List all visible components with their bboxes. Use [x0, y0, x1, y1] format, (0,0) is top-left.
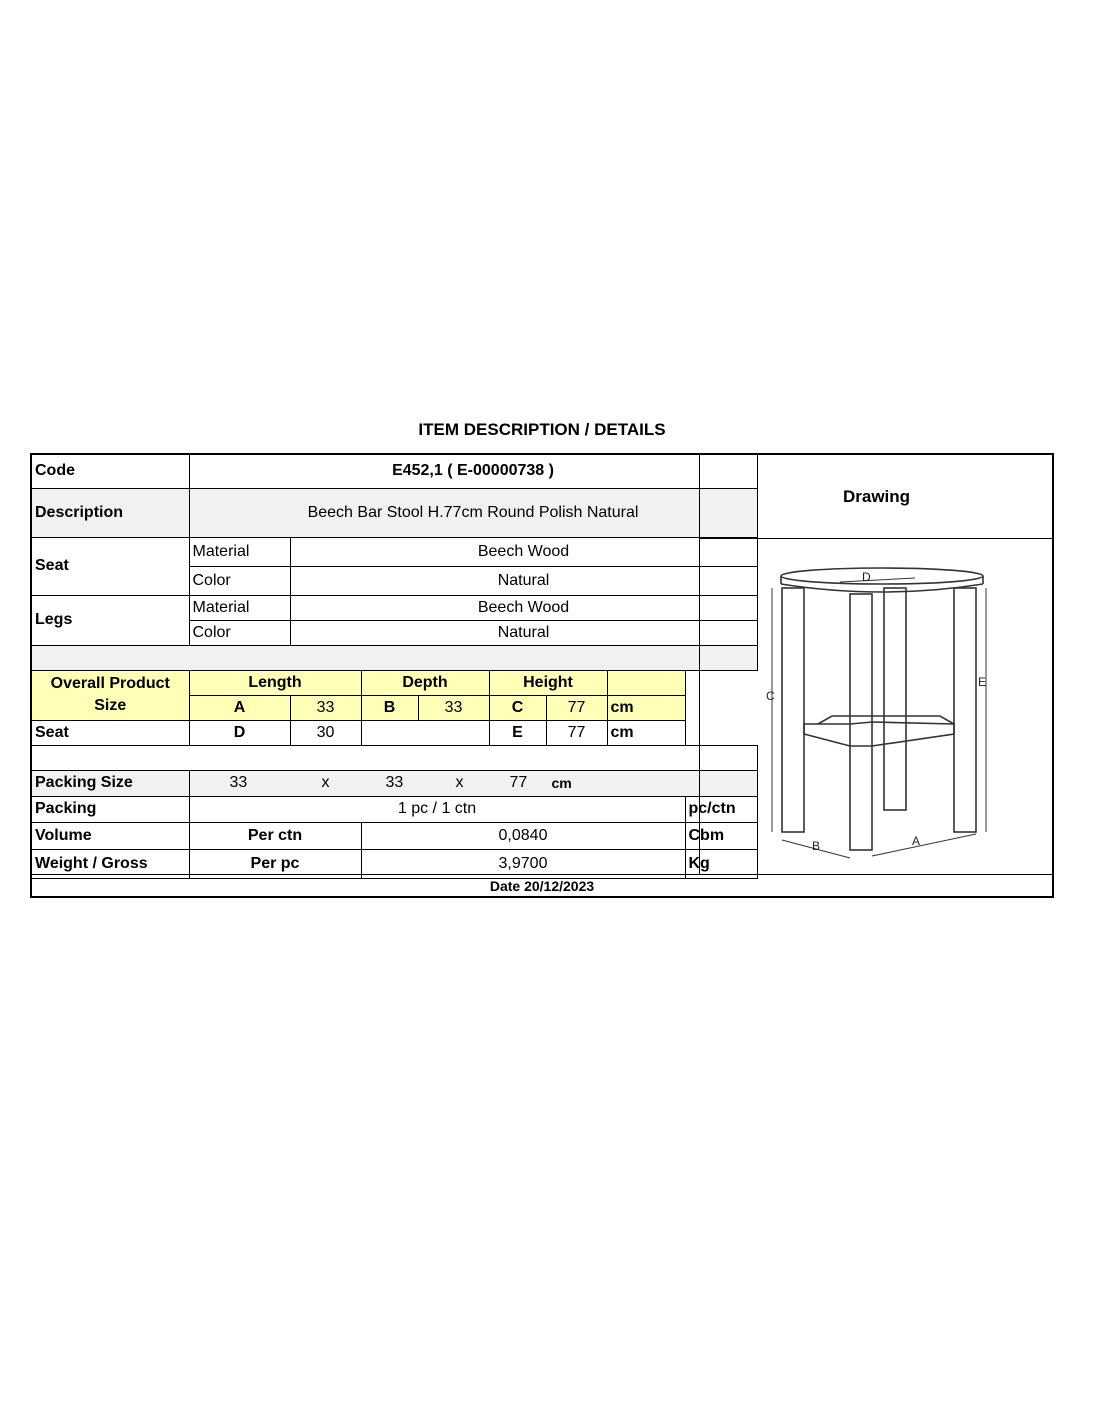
weight-label: Weight / Gross	[32, 849, 189, 878]
length-header: Length	[189, 670, 361, 695]
leg-front-left	[782, 588, 804, 832]
seat-color-label: Color	[189, 566, 290, 595]
item-sheet	[30, 453, 1054, 898]
weight-unit: Kg	[685, 849, 757, 878]
header-unit-empty	[607, 670, 685, 695]
weight-value: 3,9700	[361, 849, 685, 878]
overall-size-line2: Size	[94, 697, 127, 714]
seat-label: Seat	[32, 537, 189, 595]
packing-size-x1: x	[321, 773, 330, 791]
dim-e-value: 77	[546, 720, 607, 745]
legs-color-label: Color	[189, 620, 290, 645]
volume-per: Per ctn	[189, 822, 361, 849]
seat-material-value: Beech Wood	[290, 537, 757, 566]
volume-value: 0,0840	[361, 822, 685, 849]
dim-a-label: A	[189, 695, 290, 720]
packing-unit: pc/ctn	[685, 796, 757, 822]
packing-value: 1 pc / 1 ctn	[189, 796, 685, 822]
code-label: Code	[32, 455, 189, 488]
legs-material-label: Material	[189, 595, 290, 620]
dim-a-line	[872, 834, 976, 856]
packing-size-label: Packing Size	[32, 770, 189, 796]
overall-size-line1: Overall Product	[50, 675, 170, 692]
overall-size-label	[32, 670, 189, 720]
packing-size-v1: 33	[229, 773, 248, 791]
dim-c-value: 77	[546, 695, 607, 720]
legs-label: Legs	[32, 595, 189, 645]
drawing-label-c: C	[766, 689, 775, 703]
leg-back	[884, 588, 906, 810]
details-table	[32, 455, 758, 879]
date-footer: Date 20/12/2023	[32, 874, 1052, 897]
drawing-label-d: D	[862, 570, 871, 584]
packing-label: Packing	[32, 796, 189, 822]
height-header: Height	[489, 670, 607, 695]
bar-stool-drawing	[700, 538, 1053, 874]
dim-d-line	[840, 578, 915, 582]
spacer-row-2	[32, 745, 757, 770]
volume-unit: Cbm	[685, 822, 757, 849]
leg-right	[954, 588, 976, 832]
dim-b-label: B	[361, 695, 418, 720]
dim-d-value: 30	[290, 720, 361, 745]
packing-size-v2: 33	[385, 773, 404, 791]
seat-bottom	[781, 584, 983, 592]
dim-c-label: C	[489, 695, 546, 720]
seat-material-label: Material	[189, 537, 290, 566]
seat-top	[781, 568, 983, 584]
dim-a-value: 33	[290, 695, 361, 720]
code-value: E452,1 ( E-00000738 )	[189, 455, 757, 488]
legs-color-value: Natural	[290, 620, 757, 645]
seat-dim-label: Seat	[32, 720, 189, 745]
dim-e-label: E	[489, 720, 546, 745]
drawing-header: Drawing	[699, 455, 1053, 539]
weight-per: Per pc	[189, 849, 361, 878]
footrest-ring	[804, 722, 954, 746]
legs-material-value: Beech Wood	[290, 595, 757, 620]
spacer-row	[32, 645, 757, 670]
overall-unit: cm	[607, 695, 685, 720]
drawing-panel	[699, 538, 1053, 874]
packing-size-x2: x	[455, 773, 464, 791]
seat-unit: cm	[607, 720, 685, 745]
packing-size-v3: 77	[509, 773, 528, 791]
drawing-label-b: B	[812, 839, 821, 853]
page-title: ITEM DESCRIPTION / DETAILS	[418, 420, 666, 439]
drawing-label-a: A	[912, 834, 921, 848]
packing-size-values	[189, 770, 757, 796]
dim-d-label: D	[189, 720, 290, 745]
dim-b-value: 33	[418, 695, 489, 720]
description-label: Description	[32, 488, 189, 537]
seat-empty	[361, 720, 489, 745]
volume-label: Volume	[32, 822, 189, 849]
depth-header: Depth	[361, 670, 489, 695]
description-value: Beech Bar Stool H.77cm Round Polish Natural	[189, 488, 757, 537]
seat-color-value: Natural	[290, 566, 757, 595]
packing-size-unit: cm	[551, 774, 572, 791]
drawing-label-e: E	[978, 675, 987, 689]
